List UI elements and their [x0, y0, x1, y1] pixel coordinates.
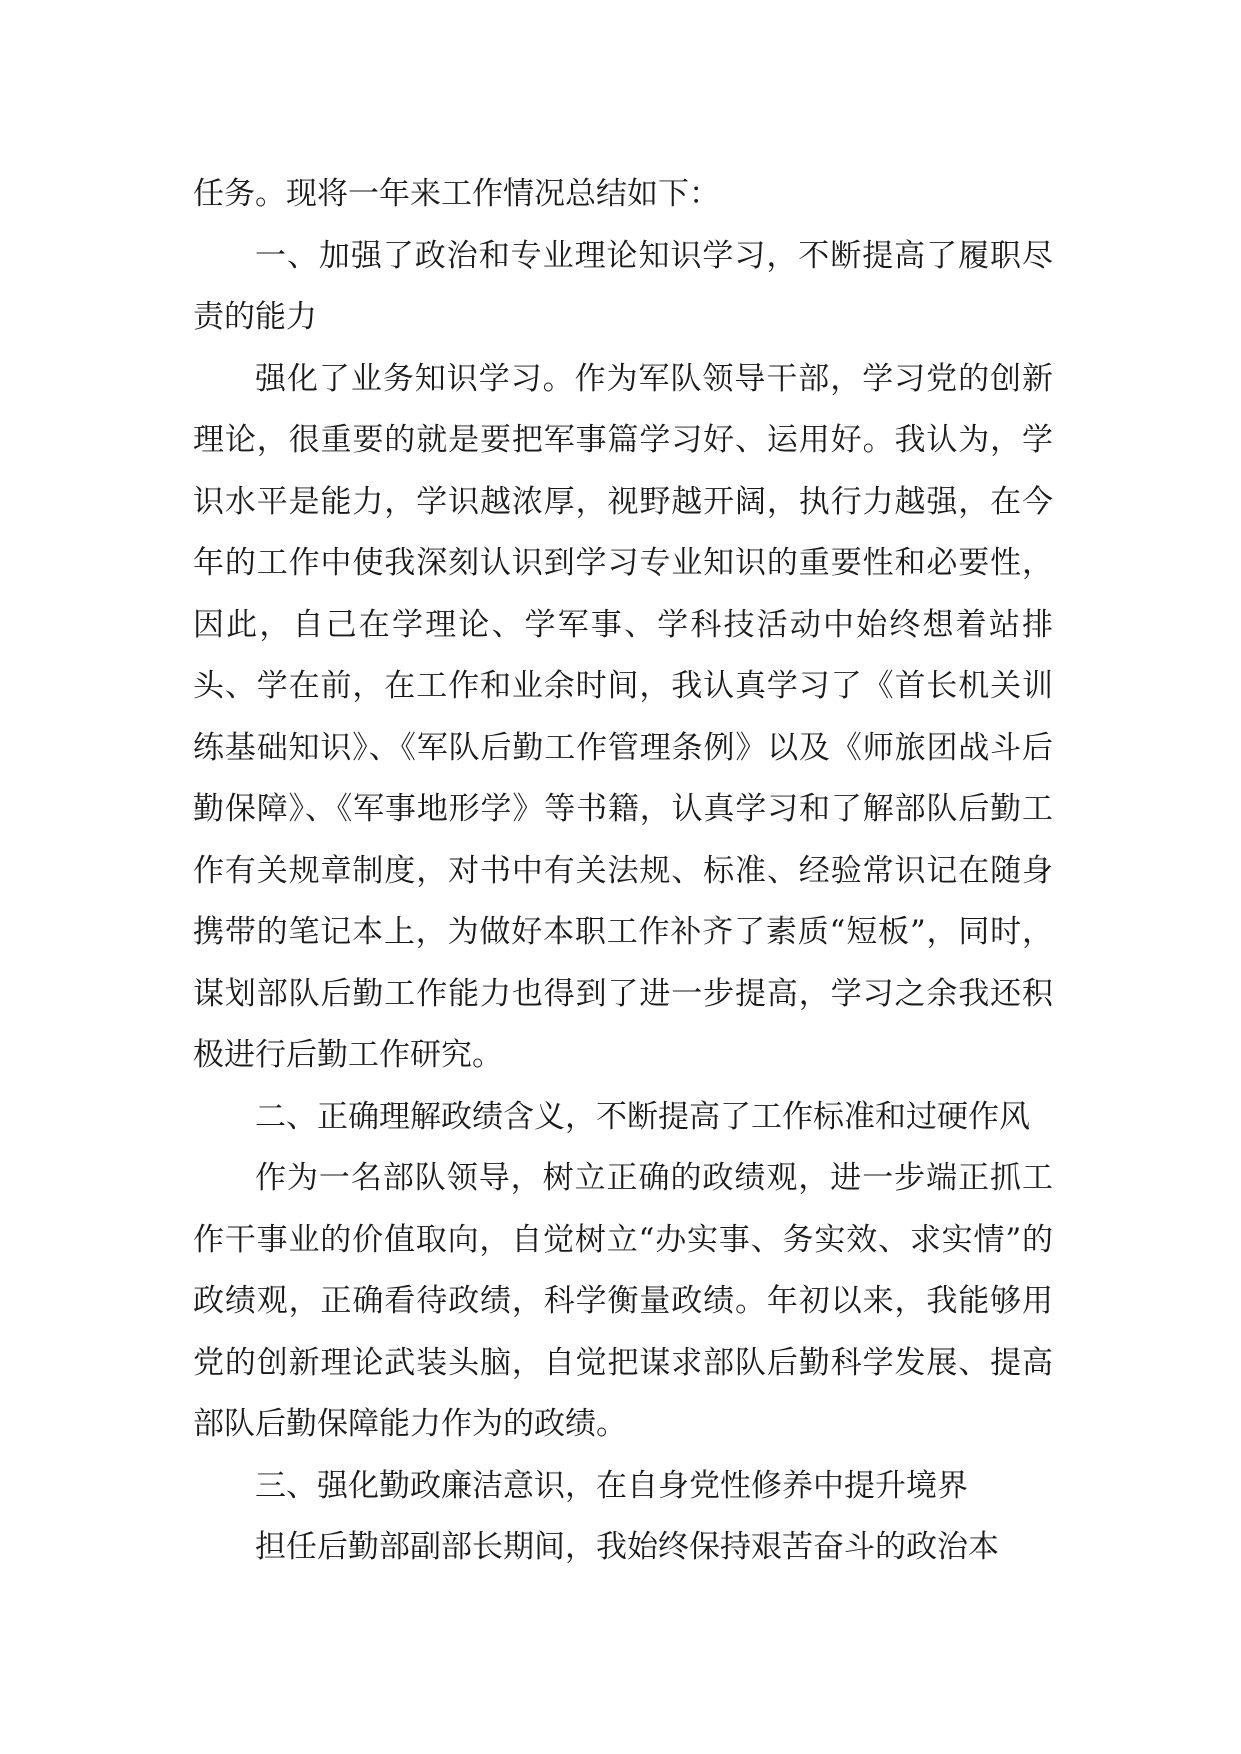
section-heading-2: 二、正确理解政绩含义，不断提高了工作标准和过硬作风: [255, 1098, 1030, 1135]
section-heading-3: 三、强化勤政廉洁意识，在自身党性修养中提升境界: [255, 1467, 968, 1504]
paragraph-continuation: 任务。现将一年来工作情况总结如下：: [193, 176, 720, 212]
document-body: [193, 164, 1053, 1579]
paragraph-study: 强化了业务知识学习。作为军队领导干部，学习党的创新理论，很重要的就是要把军事篇学习好、运用好。我认为，学识水平是能力，学识越浓厚，视野越开阔，执行力越强，在今年的工作中使我深刻认识到学习专业知识的重要性和必要性，因此，自己在学理论、学军事、学科技活动中始终想着站排头、学在前，在工作和业余时间，我认真学习了《首长机关训练基础知识》、《军队后勤工作管理条例》以及《师旅团战斗后勤保障》、《军事地形学》等书籍，认真学习和了解部队后勤工作有关规章制度，对书中有关法规、标准、经验常识记在随身携带的笔记本上，为做好本职工作补齐了素质“短板”，同时，谋划部队后勤工作能力也得到了进一步提高，学习之余我还积极进行后勤工作研究。: [193, 360, 1053, 1073]
paragraph-achievement: 作为一名部队领导，树立正确的政绩观，进一步端正抓工作干事业的价值取向，自觉树立“办实事、务实效、求实情”的政绩观，正确看待政绩，科学衡量政绩。年初以来，我能够用党的创新理论武装头脑，自觉把谋求部队后勤科学发展、提高部队后勤保障能力作为的政绩。: [193, 1160, 1053, 1442]
section-heading-1: 一、加强了政治和专业理论知识学习，不断提高了履职尽责的能力: [193, 237, 1053, 335]
paragraph-integrity: 担任后勤部副部长期间，我始终保持艰苦奋斗的政治本: [255, 1529, 999, 1565]
